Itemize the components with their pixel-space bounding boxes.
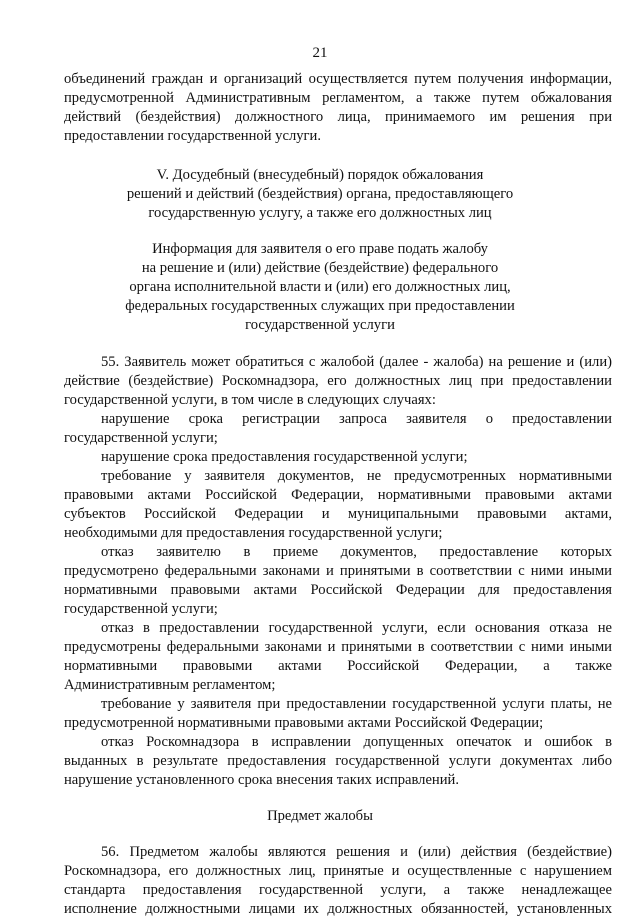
text-line: требование у заявителя документов, не предусмотренных нормативными xyxy=(101,468,612,484)
text-line: предусмотренной нормативными правовыми актами Российской Федерации; xyxy=(64,715,544,731)
text-line: отказ заявителю в приеме документов, предоставление которых xyxy=(101,544,612,560)
text-line: стандарта предоставления государственной услуги, а также ненадлежащее xyxy=(64,882,612,898)
text-line: нормативными правовыми актами Российской Федерации для предоставления xyxy=(64,582,612,598)
subsection-heading: государственной услуги xyxy=(245,317,395,333)
text-line: действий (бездействия) должностного лица, принимаемого им решения при xyxy=(64,109,612,125)
text-line: нарушение срока предоставления государственной услуги; xyxy=(101,449,468,465)
text-line: необходимыми для предоставления государственной услуги; xyxy=(64,525,443,541)
text-line: объединений граждан и организаций осуществляется путем получения информации, xyxy=(64,71,612,87)
section-heading: V. Досудебный (внесудебный) порядок обжалования xyxy=(156,167,484,183)
section-heading: решений и действий (бездействия) органа, предоставляющего xyxy=(126,186,514,202)
text-line: нормативными правовыми актами Российской Федерации, а также xyxy=(64,658,612,674)
text-line: отказ в предоставлении государственной услуги, если основания отказа не xyxy=(101,620,612,636)
text-line: действие (бездействие) Роскомнадзора, его должностных лиц при предоставлении xyxy=(64,373,612,389)
text-line: 56. Предметом жалобы являются решения и (или) действия (бездействие) xyxy=(101,844,612,860)
text-line: нарушение срока регистрации запроса заявителя о предоставлении xyxy=(101,411,612,427)
text-line: государственной услуги; xyxy=(64,430,218,446)
text-line: правовыми актами Российской Федерации, нормативными правовыми актами xyxy=(64,487,612,503)
text-line: Роскомнадзора, его должностных лиц, принятые и осуществленные с нарушением xyxy=(64,863,612,879)
page-number: 21 xyxy=(312,45,328,61)
subsection-heading: Информация для заявителя о его праве подать жалобу xyxy=(152,241,488,257)
text-line: требование у заявителя при предоставлении государственной услуги платы, не xyxy=(101,696,612,712)
subsection-heading: органа исполнительной власти и (или) его должностных лиц, xyxy=(129,279,511,295)
text-line: предусмотренной Административным регламентом, а также путем обжалования xyxy=(64,90,612,106)
text-line: субъектов Российской Федерации и муниципальными правовыми актами, xyxy=(64,506,612,522)
text-line: выданных в результате предоставления государственной услуги документах либо xyxy=(64,753,612,769)
text-line: отказ Роскомнадзора в исправлении допущенных опечаток и ошибок в xyxy=(101,734,612,750)
subsection-heading: Предмет жалобы xyxy=(267,808,373,824)
subsection-heading: на решение и (или) действие (бездействие) федерального xyxy=(141,260,499,276)
text-line: исполнение должностными лицами их должностных обязанностей, установленных xyxy=(64,901,612,917)
section-heading: государственную услугу, а также его должностных лиц xyxy=(148,205,492,221)
text-line: 55. Заявитель может обратиться с жалобой (далее - жалоба) на решение и (или) xyxy=(101,354,612,370)
text-line: предусмотрены федеральными законами и принятыми в соответствии с ними иными xyxy=(64,639,612,655)
text-line: нарушение установленного срока внесения таких исправлений. xyxy=(64,772,460,788)
text-line: предоставлении государственной услуги. xyxy=(64,128,321,144)
text-line: государственной услуги, в том числе в следующих случаях: xyxy=(64,392,436,408)
text-line: государственной услуги; xyxy=(64,601,218,617)
text-line: Административным регламентом; xyxy=(64,677,276,693)
text-line: предусмотрено федеральными законами и принятыми в соответствии с ними иными xyxy=(64,563,612,579)
subsection-heading: федеральных государственных служащих при предоставлении xyxy=(125,298,515,314)
